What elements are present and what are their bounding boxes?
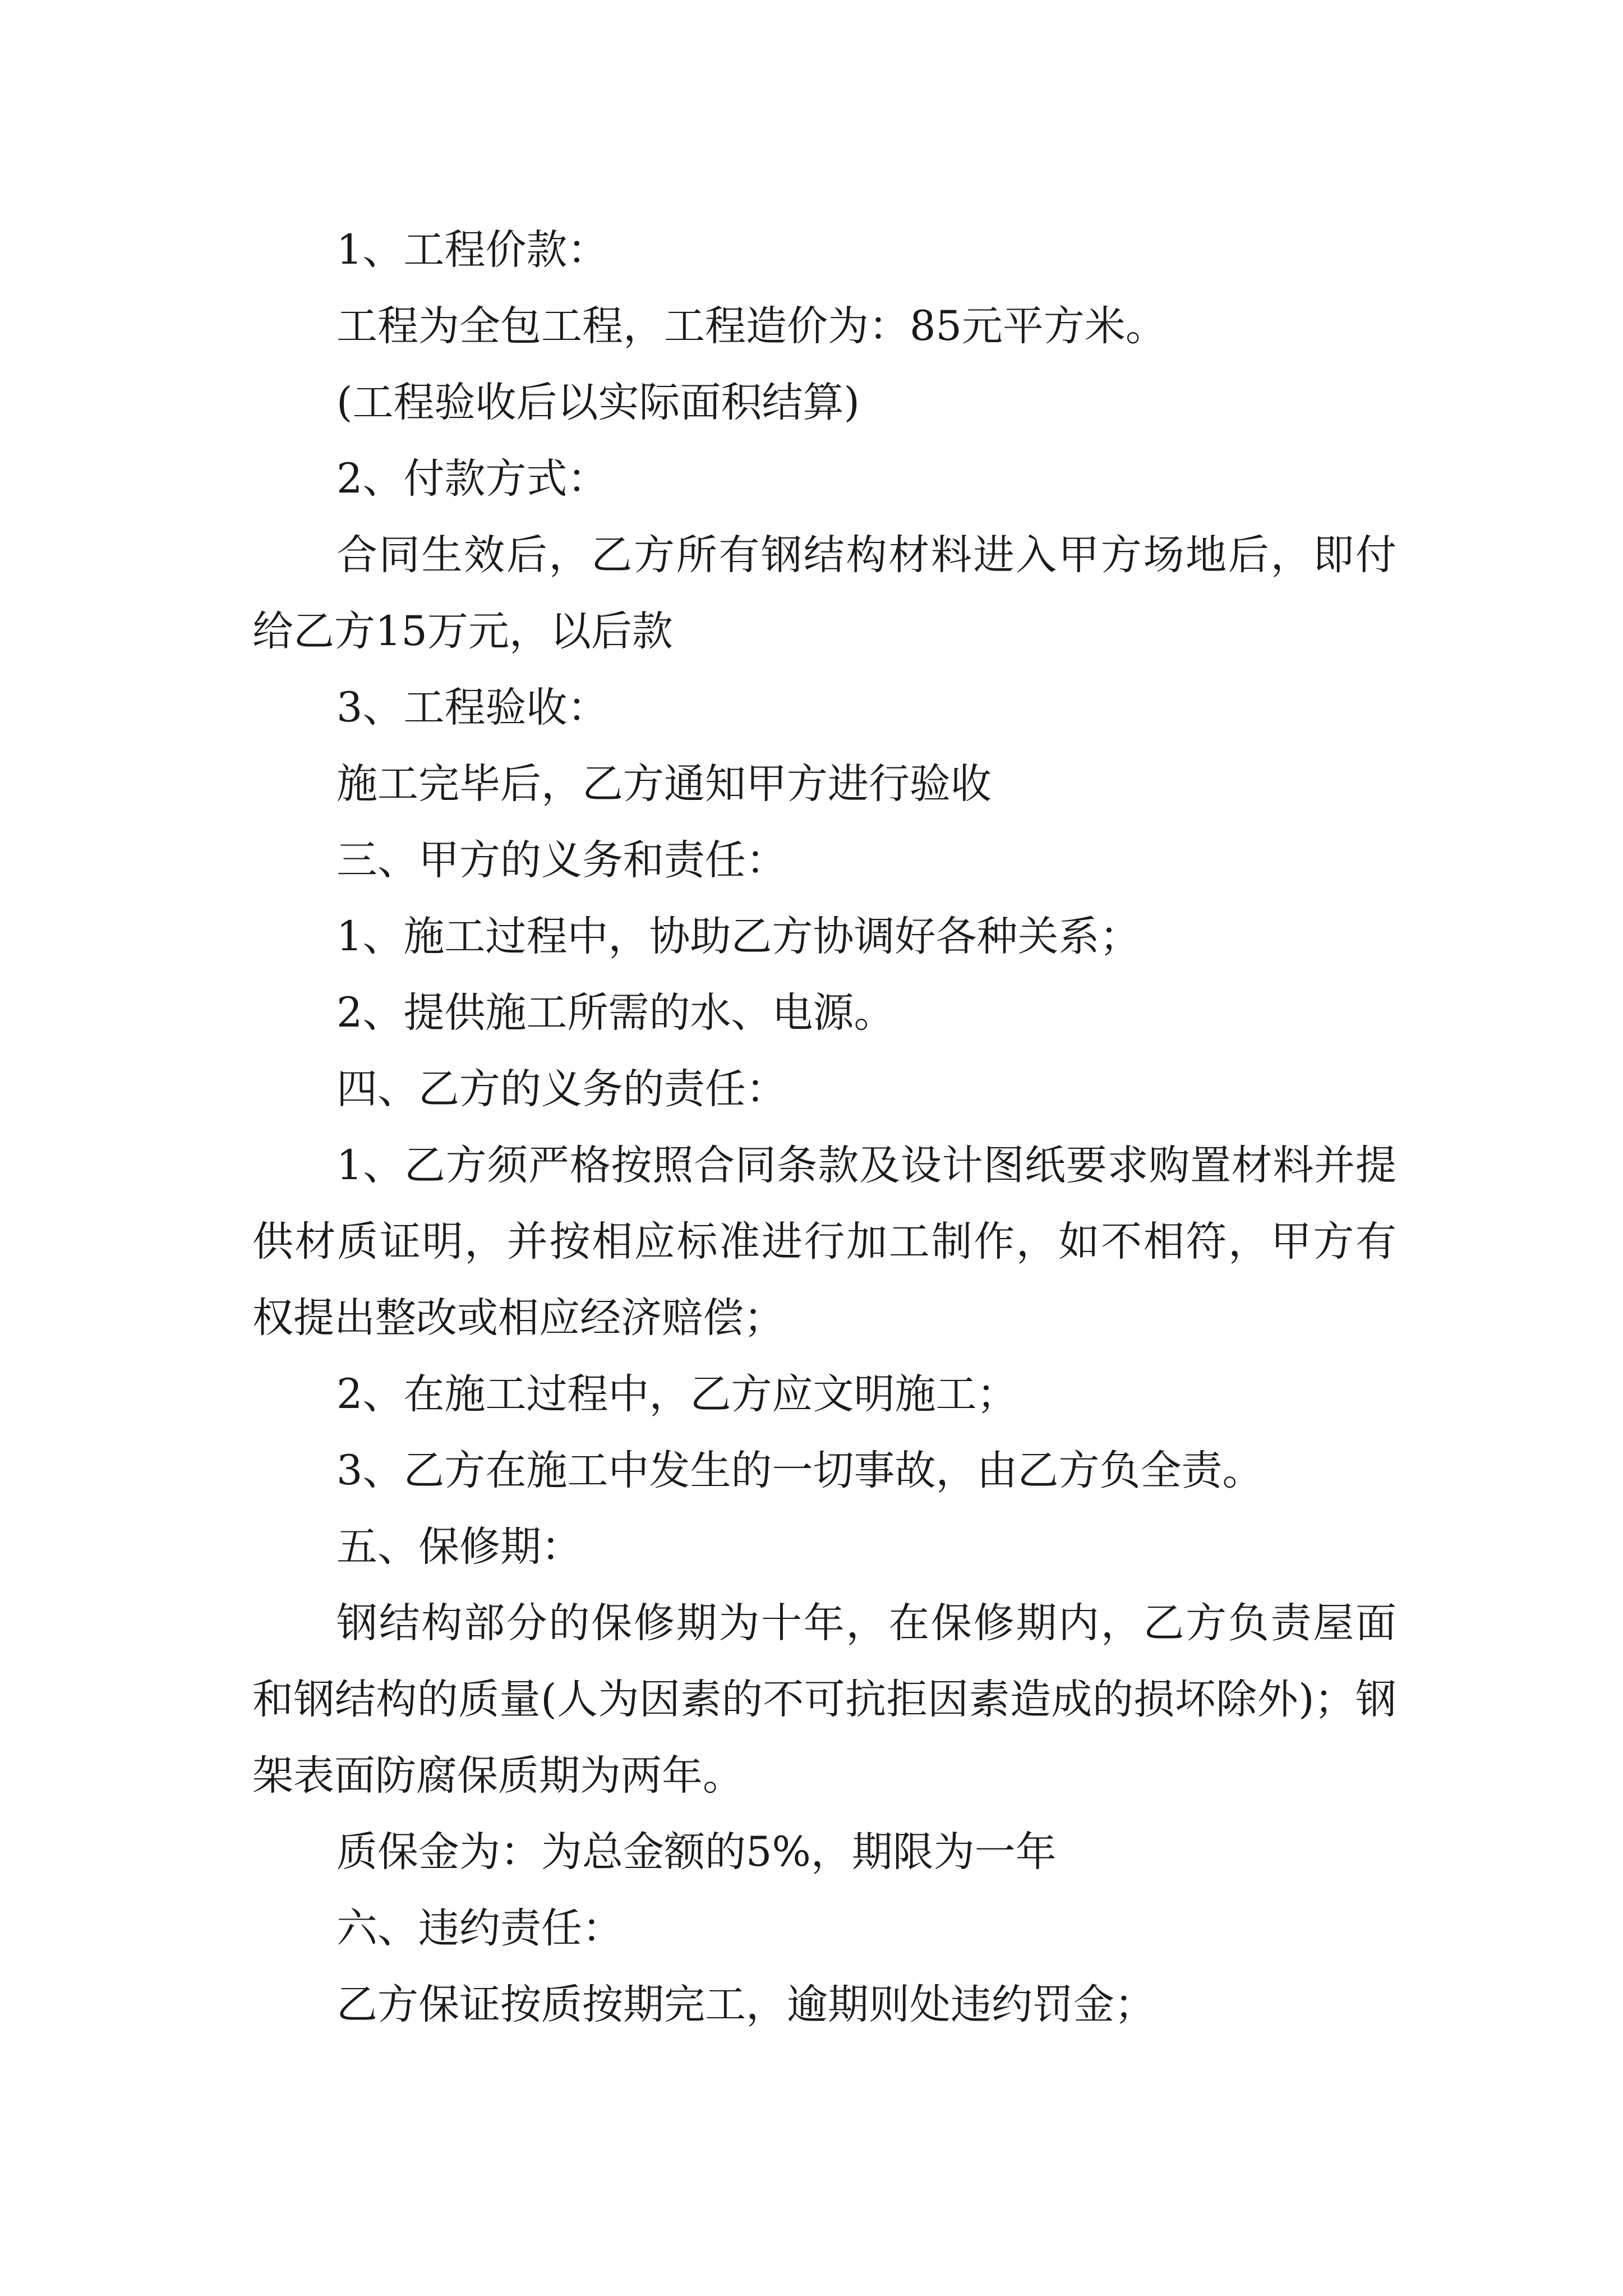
paragraph-party-a-duty-2: 2、提供施工所需的水、电源。 [336,989,895,1037]
paragraph-party-a-heading: 三、甲方的义务和责任： [336,836,787,884]
paragraph-acceptance-heading: 3、工程验收： [336,684,608,731]
paragraph-party-b-duty-1: 1、乙方须严格按照合同条款及设计图纸要求购置材料并提供材质证明，并按相应标准进行加工制作，如不相符，甲方有权提出整改或相应经济赔偿； [252,1142,1396,1342]
paragraph-payment-terms: 合同生效后，乙方所有钢结构材料进入甲方场地后，即付给乙方15万元，以后款 [252,531,1396,655]
paragraph-party-b-duty-3: 3、乙方在施工中发生的一切事故，由乙方负全责。 [336,1447,1264,1494]
document-body [252,212,1396,2043]
paragraph-party-b-heading: 四、乙方的义务的责任： [336,1065,787,1113]
paragraph-breach-heading: 六、违约责任： [336,1904,623,1952]
paragraph-project-price: 工程为全包工程，工程造价为：85元平方米。 [336,302,1166,350]
paragraph-warranty-heading: 五、保修期： [336,1523,582,1571]
paragraph-acceptance-terms: 施工完毕后，乙方通知甲方进行验收 [336,760,992,808]
paragraph-settlement-note: (工程验收后以实际面积结算) [336,379,860,426]
paragraph-warranty-terms: 钢结构部分的保修期为十年，在保修期内，乙方负责屋面和钢结构的质量(人为因素的不可抗拒因素造成的损坏除外)；钢架表面防腐保质期为两年。 [252,1599,1396,1800]
paragraph-breach-terms: 乙方保证按质按期完工，逾期则处违约罚金； [336,1981,1155,2028]
paragraph-project-price-heading: 1、工程价款： [336,226,608,274]
paragraph-retention-money: 质保金为：为总金额的5%，期限为一年 [336,1828,1057,1876]
paragraph-payment-heading: 2、付款方式： [336,455,608,503]
paragraph-party-a-duty-1: 1、施工过程中，协助乙方协调好各种关系； [336,913,1141,960]
paragraph-party-b-duty-2: 2、在施工过程中，乙方应文明施工； [336,1370,1018,1418]
